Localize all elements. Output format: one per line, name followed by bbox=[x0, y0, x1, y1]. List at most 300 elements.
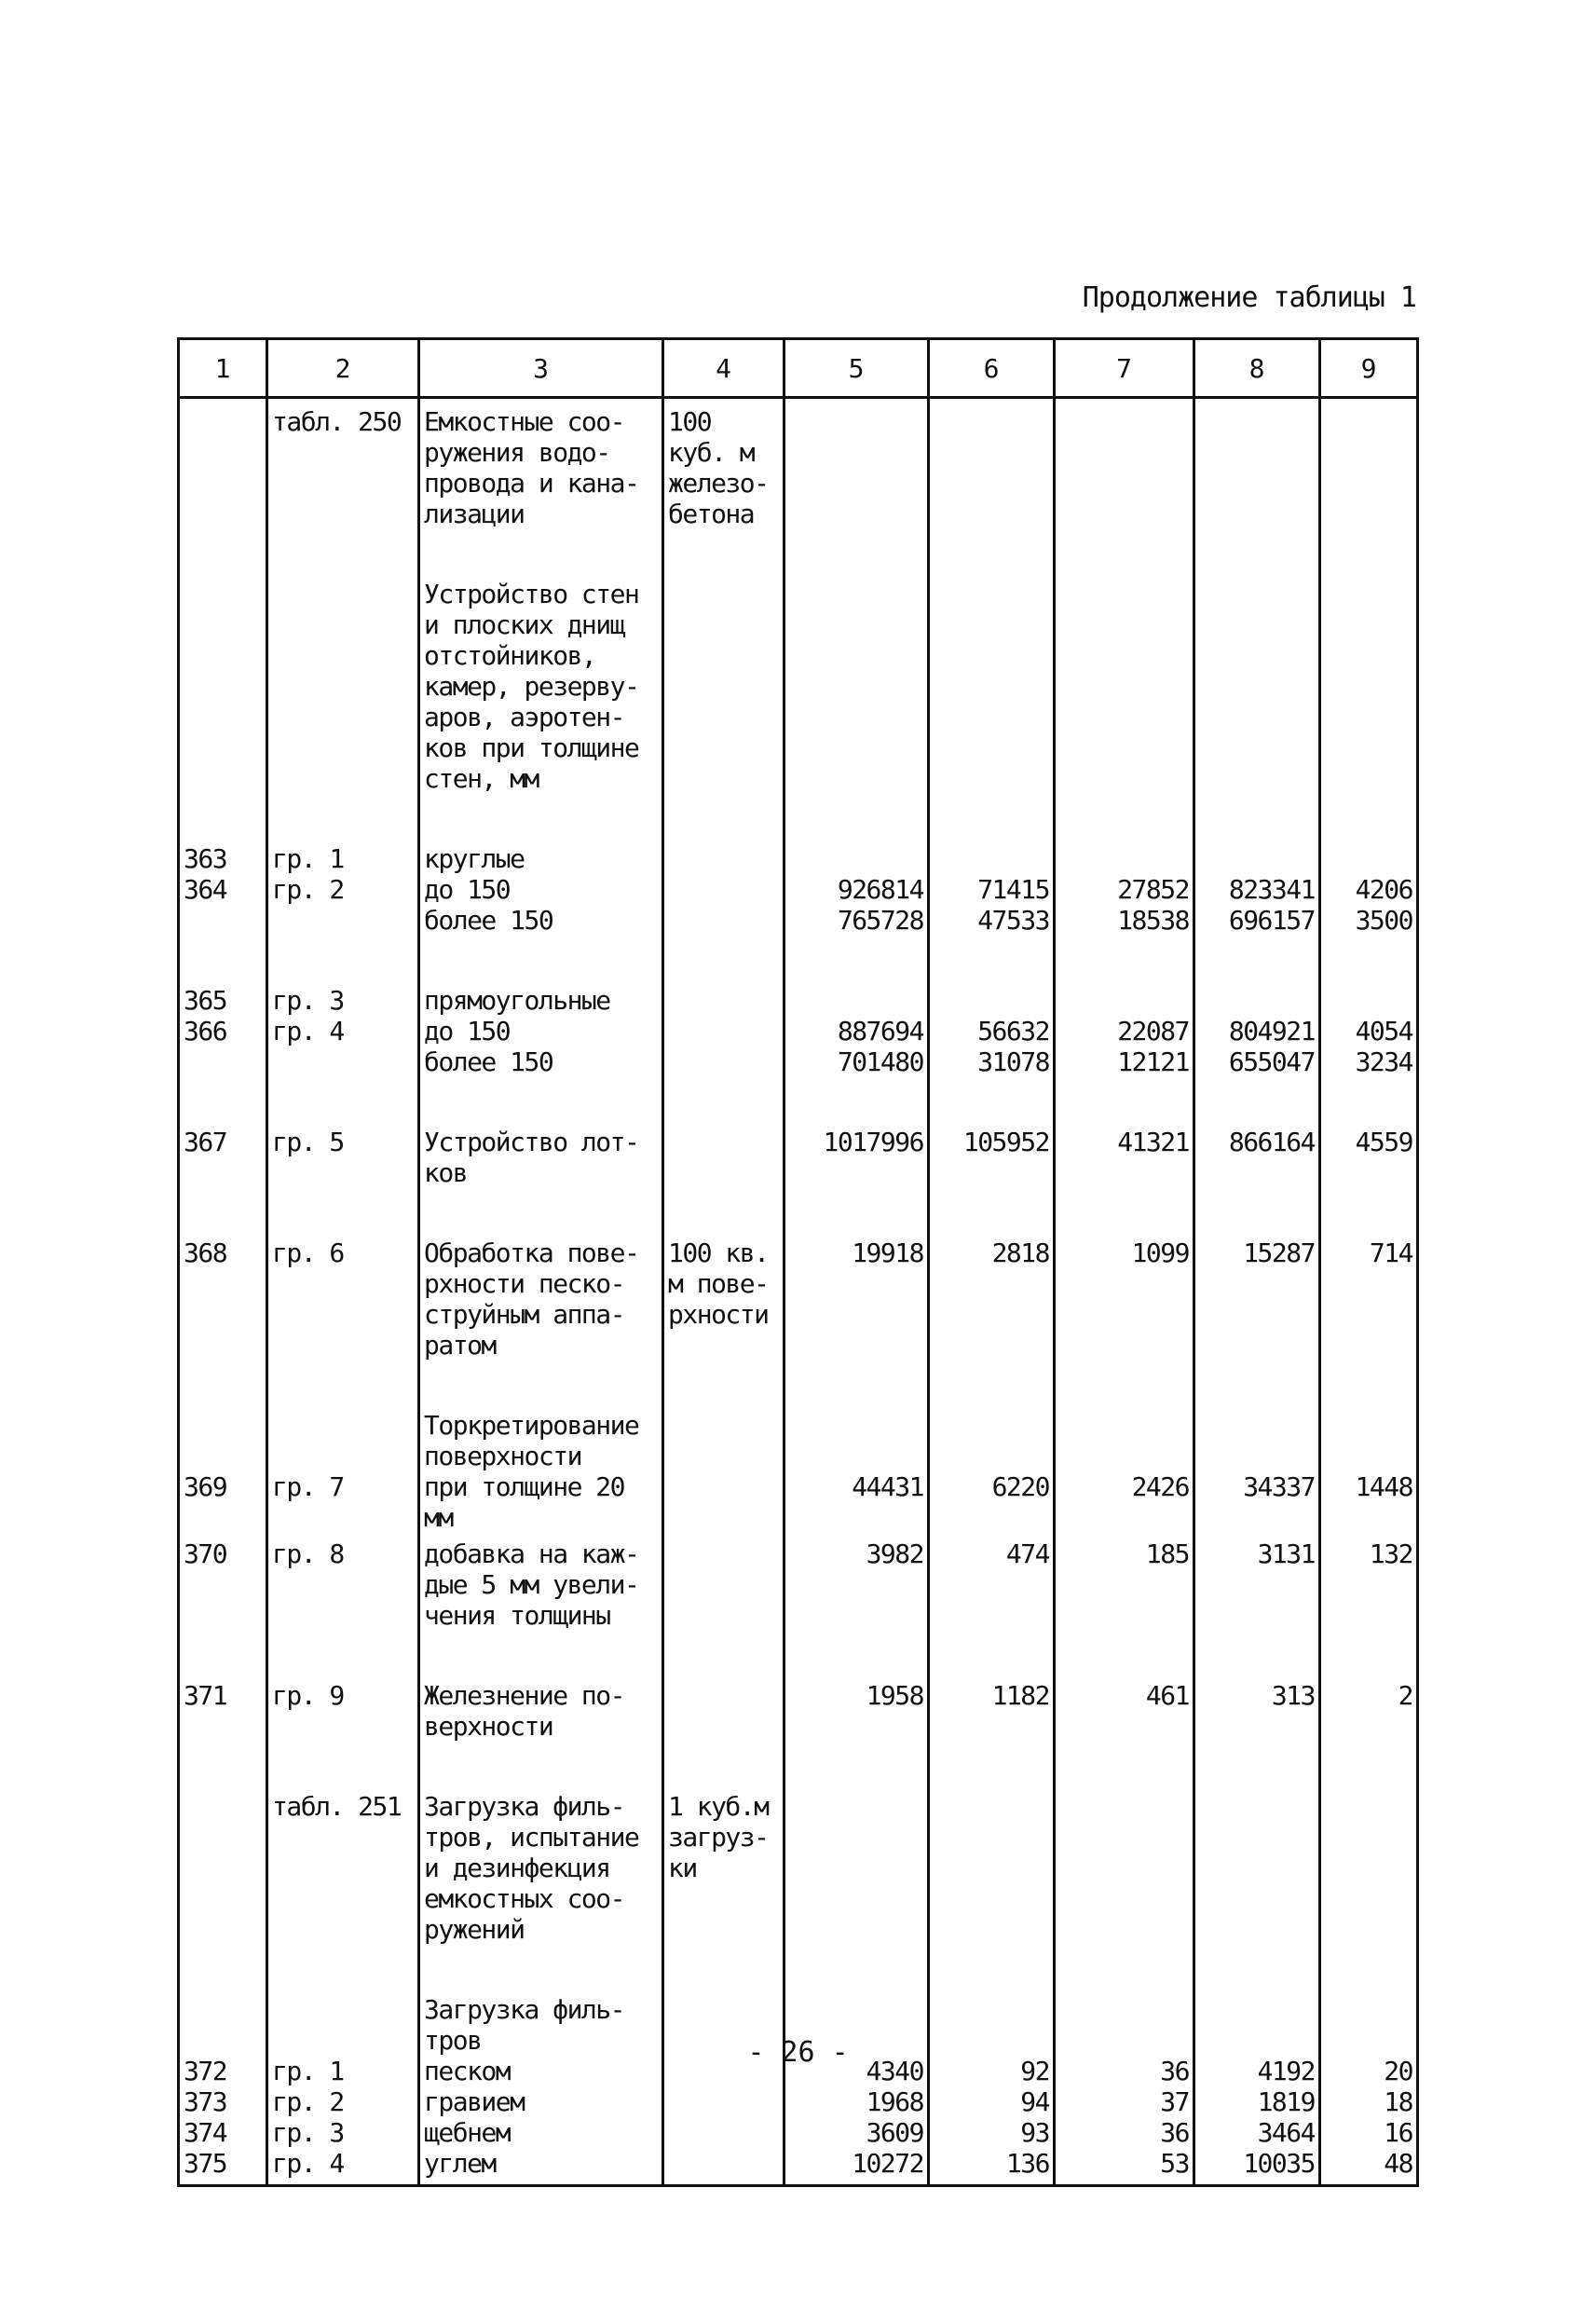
column-header: 1 bbox=[179, 339, 267, 398]
table-cell bbox=[1320, 794, 1418, 936]
cell-line bbox=[789, 1441, 923, 1471]
cell-line: Устройство лот- bbox=[424, 1127, 639, 1157]
cell-line bbox=[789, 843, 923, 874]
cell-line bbox=[272, 813, 414, 843]
table-row bbox=[179, 398, 1418, 530]
table-cell bbox=[1320, 1077, 1418, 1188]
cell-line bbox=[668, 1760, 779, 1791]
cell-line: верхности bbox=[424, 1711, 553, 1742]
cell-line: 34337 bbox=[1243, 1471, 1315, 1502]
cell-line bbox=[424, 1963, 658, 1994]
cell-line bbox=[1325, 1410, 1412, 1441]
cell-line: 4054 bbox=[1355, 1016, 1412, 1046]
cell-line bbox=[1199, 1994, 1315, 2025]
cell-line: чения толщины bbox=[424, 1600, 610, 1631]
cell-line bbox=[424, 813, 658, 843]
table-cell bbox=[179, 1742, 267, 1945]
table-cell bbox=[663, 398, 784, 530]
cell-line: тров bbox=[424, 2025, 482, 2056]
cell-line bbox=[424, 1649, 658, 1680]
cell-line bbox=[1199, 985, 1315, 1016]
cell-line: 701480 bbox=[837, 1046, 923, 1077]
cell-line: рхности bbox=[668, 1299, 769, 1330]
cell-line bbox=[668, 954, 779, 985]
cell-line: 765728 bbox=[837, 905, 923, 936]
cell-line bbox=[934, 406, 1049, 437]
cell-line: 804921 bbox=[1228, 1016, 1315, 1046]
cell-line bbox=[668, 1096, 779, 1127]
table-cell bbox=[179, 1631, 267, 1742]
table-cell bbox=[267, 529, 419, 794]
cell-line bbox=[934, 1649, 1049, 1680]
cell-line: 4559 bbox=[1355, 1127, 1412, 1157]
table-cell bbox=[1194, 794, 1320, 936]
cell-line: 27852 bbox=[1117, 874, 1189, 905]
cell-line: 364 bbox=[184, 874, 227, 905]
cell-line: 48 bbox=[1384, 2148, 1412, 2179]
cell-line: 16 bbox=[1384, 2117, 1412, 2148]
cell-line: 866164 bbox=[1228, 1127, 1315, 1157]
cell-line: 10035 bbox=[1243, 2148, 1315, 2179]
cell-line: загруз- bbox=[668, 1822, 769, 1853]
cell-line bbox=[668, 1538, 779, 1569]
cell-line bbox=[184, 1379, 262, 1410]
table-cell bbox=[1055, 398, 1194, 530]
cell-line bbox=[1325, 1760, 1412, 1791]
table-cell bbox=[179, 794, 267, 936]
table-cell bbox=[1055, 1188, 1194, 1361]
cell-line: гр. 7 bbox=[272, 1471, 344, 1502]
cell-line: 1017996 bbox=[823, 1127, 923, 1157]
table-cell bbox=[929, 1077, 1055, 1188]
cell-line bbox=[789, 1649, 923, 1680]
cell-line bbox=[1325, 954, 1412, 985]
cell-line bbox=[1199, 1760, 1315, 1791]
cell-line: куб. м bbox=[668, 437, 755, 468]
cell-line: 887694 bbox=[837, 1016, 923, 1046]
cell-line: 461 bbox=[1145, 1680, 1189, 1711]
table-cell bbox=[1194, 1533, 1320, 1631]
cell-line: 368 bbox=[184, 1238, 227, 1268]
cell-line bbox=[1325, 843, 1412, 874]
table-cell bbox=[1194, 1742, 1320, 1945]
cell-line bbox=[272, 1649, 414, 1680]
cell-line: 369 bbox=[184, 1471, 227, 1502]
table-cell bbox=[929, 936, 1055, 1077]
cell-line bbox=[789, 813, 923, 843]
table-row bbox=[179, 936, 1418, 1077]
cell-line: 375 bbox=[184, 2148, 227, 2179]
cell-line: струйным аппа- bbox=[424, 1299, 625, 1330]
table-cell bbox=[784, 1742, 929, 1945]
cell-line bbox=[934, 1379, 1049, 1410]
cell-line bbox=[1199, 1649, 1315, 1680]
cell-line: ружений bbox=[424, 1914, 525, 1945]
cell-line bbox=[1199, 843, 1315, 874]
cell-line: 44431 bbox=[852, 1471, 923, 1502]
table-cell bbox=[784, 1533, 929, 1631]
cell-line: табл. 251 bbox=[272, 1791, 402, 1822]
cell-line bbox=[789, 548, 923, 579]
table-cell bbox=[179, 1361, 267, 1533]
cell-line bbox=[1059, 1760, 1189, 1791]
cell-line: 313 bbox=[1271, 1680, 1315, 1711]
cell-line bbox=[668, 813, 779, 843]
table-cell bbox=[1194, 1361, 1320, 1533]
cell-line: 47533 bbox=[977, 905, 1049, 936]
cell-line bbox=[184, 1207, 262, 1238]
cell-line: 366 bbox=[184, 1016, 227, 1046]
cell-line: стен, мм bbox=[424, 763, 539, 794]
table-cell bbox=[419, 398, 663, 530]
cell-line: 3464 bbox=[1257, 2117, 1315, 2148]
cell-line: 31078 bbox=[977, 1046, 1049, 1077]
table-cell bbox=[267, 398, 419, 530]
cell-line bbox=[1325, 1441, 1412, 1471]
cell-line bbox=[1199, 1207, 1315, 1238]
cell-line: лизации bbox=[424, 499, 525, 529]
table-cell bbox=[1320, 1533, 1418, 1631]
cell-line bbox=[668, 1207, 779, 1238]
column-header: 3 bbox=[419, 339, 663, 398]
table-cell bbox=[419, 794, 663, 936]
cell-line: гр. 3 bbox=[272, 985, 344, 1016]
table-cell bbox=[1194, 398, 1320, 530]
table-row bbox=[179, 1631, 1418, 1742]
cell-line bbox=[1325, 1963, 1412, 1994]
cell-line: Обработка пове- bbox=[424, 1238, 639, 1268]
cell-line bbox=[934, 1207, 1049, 1238]
table-row bbox=[179, 1077, 1418, 1188]
cell-line bbox=[1325, 985, 1412, 1016]
cell-line bbox=[934, 985, 1049, 1016]
table-cell bbox=[267, 936, 419, 1077]
cell-line bbox=[934, 1760, 1049, 1791]
cell-line bbox=[184, 954, 262, 985]
cell-line bbox=[668, 1379, 779, 1410]
table-caption: Продолжение таблицы 1 bbox=[1082, 281, 1416, 314]
cell-line: камер, резерву- bbox=[424, 671, 639, 702]
cell-line bbox=[424, 1096, 658, 1127]
cell-line: Загрузка филь- bbox=[424, 1791, 625, 1822]
cell-line: 15287 bbox=[1243, 1238, 1315, 1268]
cell-line bbox=[272, 1410, 414, 1441]
cell-line: 714 bbox=[1369, 1238, 1412, 1268]
cell-line bbox=[668, 548, 779, 579]
table-cell bbox=[419, 1533, 663, 1631]
cell-line: аров, аэротен- bbox=[424, 702, 625, 732]
cell-line: 56632 bbox=[977, 1016, 1049, 1046]
cell-line: 94 bbox=[1020, 2086, 1049, 2117]
cell-line bbox=[1199, 1379, 1315, 1410]
table-cell bbox=[784, 529, 929, 794]
cell-line: 1819 bbox=[1257, 2086, 1315, 2117]
cell-line bbox=[184, 1994, 262, 2025]
table-cell bbox=[1055, 1533, 1194, 1631]
cell-line: 19918 bbox=[852, 1238, 923, 1268]
cell-line bbox=[1059, 954, 1189, 985]
table-cell bbox=[929, 1361, 1055, 1533]
cell-line bbox=[424, 548, 658, 579]
cell-line: 926814 bbox=[837, 874, 923, 905]
table-cell bbox=[1320, 936, 1418, 1077]
cell-line: 4206 bbox=[1355, 874, 1412, 905]
cell-line: более 150 bbox=[424, 905, 553, 936]
cell-line bbox=[789, 1410, 923, 1441]
cell-line bbox=[1199, 1441, 1315, 1471]
table-cell bbox=[1055, 529, 1194, 794]
table-cell bbox=[179, 529, 267, 794]
cell-line bbox=[1059, 1994, 1189, 2025]
cell-line: до 150 bbox=[424, 1016, 511, 1046]
header-row bbox=[179, 339, 1418, 398]
cell-line: мм bbox=[424, 1502, 453, 1533]
cell-line: углем bbox=[424, 2148, 496, 2179]
cell-line: 18538 bbox=[1117, 905, 1189, 936]
cell-line: 696157 bbox=[1228, 905, 1315, 936]
cell-line: Железнение по- bbox=[424, 1680, 625, 1711]
table-cell bbox=[663, 1077, 784, 1188]
table-cell bbox=[419, 1631, 663, 1742]
cell-line: и плоских днищ bbox=[424, 609, 625, 640]
table-cell bbox=[929, 1533, 1055, 1631]
cell-line bbox=[1059, 1096, 1189, 1127]
table-cell bbox=[663, 1533, 784, 1631]
cell-line: 1448 bbox=[1355, 1471, 1412, 1502]
column-header: 8 bbox=[1194, 339, 1320, 398]
cell-line: 655047 bbox=[1228, 1046, 1315, 1077]
cell-line: гр. 4 bbox=[272, 1016, 344, 1046]
cell-line: Торкретирование bbox=[424, 1410, 639, 1441]
table-cell bbox=[419, 1742, 663, 1945]
cell-line bbox=[1059, 1207, 1189, 1238]
cell-line bbox=[1059, 1963, 1189, 1994]
cell-line: ружения водо- bbox=[424, 437, 610, 468]
cell-line bbox=[424, 1760, 658, 1791]
cell-line: 474 bbox=[1005, 1538, 1049, 1569]
cell-line: 100 кв. bbox=[668, 1238, 769, 1268]
cell-line bbox=[184, 1096, 262, 1127]
table-cell bbox=[784, 1077, 929, 1188]
table-cell bbox=[1055, 1077, 1194, 1188]
table-row bbox=[179, 529, 1418, 794]
cell-line: добавка на каж- bbox=[424, 1538, 639, 1569]
cell-line: ков при толщине bbox=[424, 732, 639, 763]
column-header: 4 bbox=[663, 339, 784, 398]
cell-line: 71415 bbox=[977, 874, 1049, 905]
cell-line bbox=[934, 843, 1049, 874]
cell-line: ков bbox=[424, 1157, 468, 1188]
cell-line: 53 bbox=[1160, 2148, 1189, 2179]
cell-line bbox=[184, 1963, 262, 1994]
table-cell bbox=[663, 794, 784, 936]
cell-line bbox=[789, 985, 923, 1016]
cell-line: провода и кана- bbox=[424, 468, 639, 499]
cell-line: 373 bbox=[184, 2086, 227, 2117]
cell-line: 370 bbox=[184, 1538, 227, 1569]
column-header: 2 bbox=[267, 339, 419, 398]
cell-line bbox=[1059, 1410, 1189, 1441]
cell-line: 1958 bbox=[866, 1680, 923, 1711]
cell-line: гр. 2 bbox=[272, 874, 344, 905]
cell-line: дые 5 мм увели- bbox=[424, 1569, 639, 1600]
column-header: 6 bbox=[929, 339, 1055, 398]
cell-line: 105952 bbox=[962, 1127, 1049, 1157]
table-cell bbox=[1320, 1631, 1418, 1742]
cell-line bbox=[789, 1963, 923, 1994]
table-cell bbox=[1055, 1361, 1194, 1533]
cell-line: Загрузка филь- bbox=[424, 1994, 625, 2025]
table-cell bbox=[1055, 1742, 1194, 1945]
cell-line: 3609 bbox=[866, 2117, 923, 2148]
cell-line: 3500 bbox=[1355, 905, 1412, 936]
cell-line: 36 bbox=[1160, 2056, 1189, 2086]
cell-line bbox=[184, 1649, 262, 1680]
table-cell bbox=[1194, 1631, 1320, 1742]
table-cell bbox=[419, 1188, 663, 1361]
cell-line: песком bbox=[424, 2056, 511, 2086]
table-cell bbox=[929, 398, 1055, 530]
table-cell bbox=[267, 1742, 419, 1945]
cell-line bbox=[1199, 1096, 1315, 1127]
cell-line bbox=[272, 1207, 414, 1238]
table-cell bbox=[419, 529, 663, 794]
table-cell bbox=[929, 1188, 1055, 1361]
cell-line bbox=[184, 1791, 262, 1822]
cell-line: 1 куб.м bbox=[668, 1791, 769, 1822]
cell-line: круглые bbox=[424, 843, 525, 874]
cell-line bbox=[934, 1963, 1049, 1994]
cell-line: 20 bbox=[1384, 2056, 1412, 2086]
table-cell bbox=[1320, 1742, 1418, 1945]
cell-line bbox=[1059, 813, 1189, 843]
table-cell bbox=[419, 1077, 663, 1188]
cell-line bbox=[184, 406, 262, 437]
page-number: - 26 - bbox=[747, 2036, 849, 2069]
cell-line: 4340 bbox=[866, 2056, 923, 2086]
table-cell bbox=[267, 1077, 419, 1188]
table-cell bbox=[179, 1188, 267, 1361]
cell-line bbox=[1059, 406, 1189, 437]
cell-line: 4192 bbox=[1257, 2056, 1315, 2086]
column-header: 7 bbox=[1055, 339, 1194, 398]
cell-line bbox=[1325, 813, 1412, 843]
cell-line bbox=[1059, 1379, 1189, 1410]
cell-line bbox=[272, 954, 414, 985]
cell-line bbox=[789, 954, 923, 985]
cell-line bbox=[272, 1963, 414, 1994]
cell-line: 3982 bbox=[866, 1538, 923, 1569]
cell-line bbox=[1325, 1994, 1412, 2025]
cell-line bbox=[934, 954, 1049, 985]
table-cell bbox=[784, 1188, 929, 1361]
table-cell bbox=[929, 1742, 1055, 1945]
table-cell bbox=[663, 1361, 784, 1533]
cell-line bbox=[1199, 813, 1315, 843]
table-cell bbox=[1194, 1188, 1320, 1361]
table-cell bbox=[267, 1188, 419, 1361]
cell-line: 93 bbox=[1020, 2117, 1049, 2148]
table-cell bbox=[179, 398, 267, 530]
table-cell bbox=[929, 794, 1055, 936]
cell-line bbox=[1059, 548, 1189, 579]
table-cell bbox=[1194, 1077, 1320, 1188]
cell-line bbox=[934, 813, 1049, 843]
cell-line bbox=[789, 1207, 923, 1238]
table-cell bbox=[1194, 529, 1320, 794]
cell-line: до 150 bbox=[424, 874, 511, 905]
table-row bbox=[179, 1533, 1418, 1631]
cell-line bbox=[1199, 954, 1315, 985]
cell-line: м пове- bbox=[668, 1268, 769, 1299]
cell-line: 18 bbox=[1384, 2086, 1412, 2117]
table-cell bbox=[784, 398, 929, 530]
cell-line: 374 bbox=[184, 2117, 227, 2148]
cell-line: прямоугольные bbox=[424, 985, 610, 1016]
cell-line bbox=[934, 1096, 1049, 1127]
cell-line bbox=[1199, 406, 1315, 437]
table-cell bbox=[1320, 1361, 1418, 1533]
table-cell bbox=[419, 1361, 663, 1533]
cell-line: гр. 9 bbox=[272, 1680, 344, 1711]
cell-line bbox=[789, 1096, 923, 1127]
table-cell bbox=[179, 936, 267, 1077]
table-cell bbox=[179, 1077, 267, 1188]
column-header: 9 bbox=[1320, 339, 1418, 398]
cell-line: гр. 6 bbox=[272, 1238, 344, 1268]
cell-line bbox=[934, 1441, 1049, 1471]
table-cell bbox=[663, 529, 784, 794]
cell-line bbox=[424, 954, 658, 985]
cell-line: при толщине 20 bbox=[424, 1471, 625, 1502]
cell-line: гр. 1 bbox=[272, 843, 344, 874]
cell-line: железо- bbox=[668, 468, 769, 499]
cell-line: гр. 8 bbox=[272, 1538, 344, 1569]
cell-line bbox=[1325, 1096, 1412, 1127]
cell-line bbox=[789, 1760, 923, 1791]
cell-line: 6220 bbox=[991, 1471, 1049, 1502]
cell-line: и дезинфекция bbox=[424, 1853, 610, 1883]
table-cell bbox=[663, 1188, 784, 1361]
cell-line bbox=[1325, 548, 1412, 579]
table-row bbox=[179, 1188, 1418, 1361]
cell-line: гр. 2 bbox=[272, 2086, 344, 2117]
cell-line bbox=[1325, 1207, 1412, 1238]
table-cell bbox=[267, 794, 419, 936]
table-cell bbox=[1320, 398, 1418, 530]
cell-line bbox=[184, 1441, 262, 1471]
cell-line: бетона bbox=[668, 499, 755, 529]
cell-line: Устройство стен bbox=[424, 579, 639, 609]
cell-line: 367 bbox=[184, 1127, 227, 1157]
cell-line bbox=[272, 1379, 414, 1410]
cell-line bbox=[1059, 843, 1189, 874]
table-cell bbox=[267, 1533, 419, 1631]
cell-line bbox=[184, 1760, 262, 1791]
table-cell bbox=[663, 1631, 784, 1742]
table-cell bbox=[1194, 936, 1320, 1077]
cell-line bbox=[934, 1410, 1049, 1441]
cell-line: 1182 bbox=[991, 1680, 1049, 1711]
cell-line: 136 bbox=[1005, 2148, 1049, 2179]
cell-line: 3131 bbox=[1257, 1538, 1315, 1569]
table-cell bbox=[784, 794, 929, 936]
cell-line bbox=[934, 548, 1049, 579]
table-cell bbox=[1055, 936, 1194, 1077]
cell-line: табл. 250 bbox=[272, 406, 402, 437]
cell-line: тров, испытание bbox=[424, 1822, 639, 1853]
cell-line: гр. 1 bbox=[272, 2056, 344, 2086]
